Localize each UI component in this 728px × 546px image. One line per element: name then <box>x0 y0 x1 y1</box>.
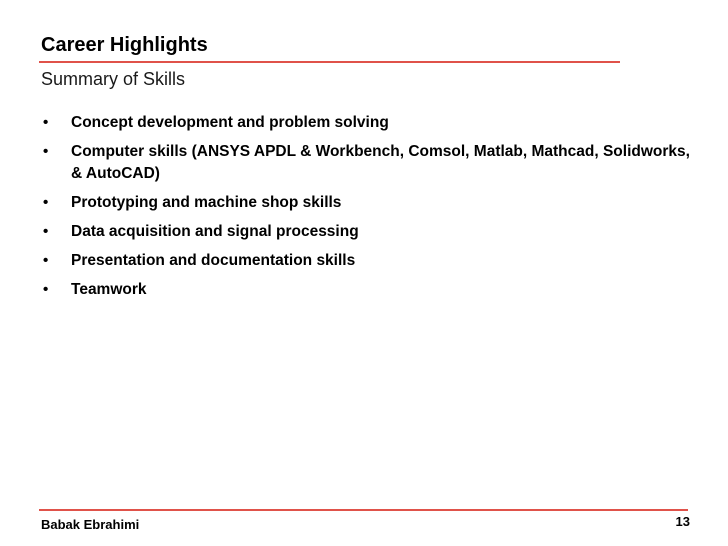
list-item-text: Data acquisition and signal processing <box>71 223 359 240</box>
list-item-text: Computer skills (ANSYS APDL & Workbench, Comsol, Matlab, Mathcad, Solidworks, & AutoCAD) <box>71 143 690 182</box>
footer-divider <box>39 509 688 511</box>
bullet-icon: • <box>43 143 49 160</box>
bullet-icon: • <box>43 194 49 211</box>
list-item <box>43 112 693 134</box>
slide-subtitle: Summary of Skills <box>41 69 186 89</box>
list-item-text: Prototyping and machine shop skills <box>71 194 342 211</box>
list-item <box>43 279 693 301</box>
bullet-icon: • <box>43 223 49 240</box>
skills-list <box>43 112 693 308</box>
list-item <box>43 221 693 243</box>
slide-title: Career Highlights <box>41 34 208 56</box>
list-item-text: Presentation and documentation skills <box>71 252 356 269</box>
list-item <box>43 192 693 214</box>
list-item <box>43 141 693 185</box>
bullet-icon: • <box>43 281 49 298</box>
bullet-icon: • <box>43 252 49 269</box>
page-number: 13 <box>675 514 690 529</box>
title-divider <box>39 61 620 63</box>
list-item <box>43 250 693 272</box>
list-item-text: Concept development and problem solving <box>71 114 389 131</box>
bullet-icon: • <box>43 114 49 131</box>
footer-author: Babak Ebrahimi <box>41 517 140 532</box>
list-item-text: Teamwork <box>71 281 147 298</box>
